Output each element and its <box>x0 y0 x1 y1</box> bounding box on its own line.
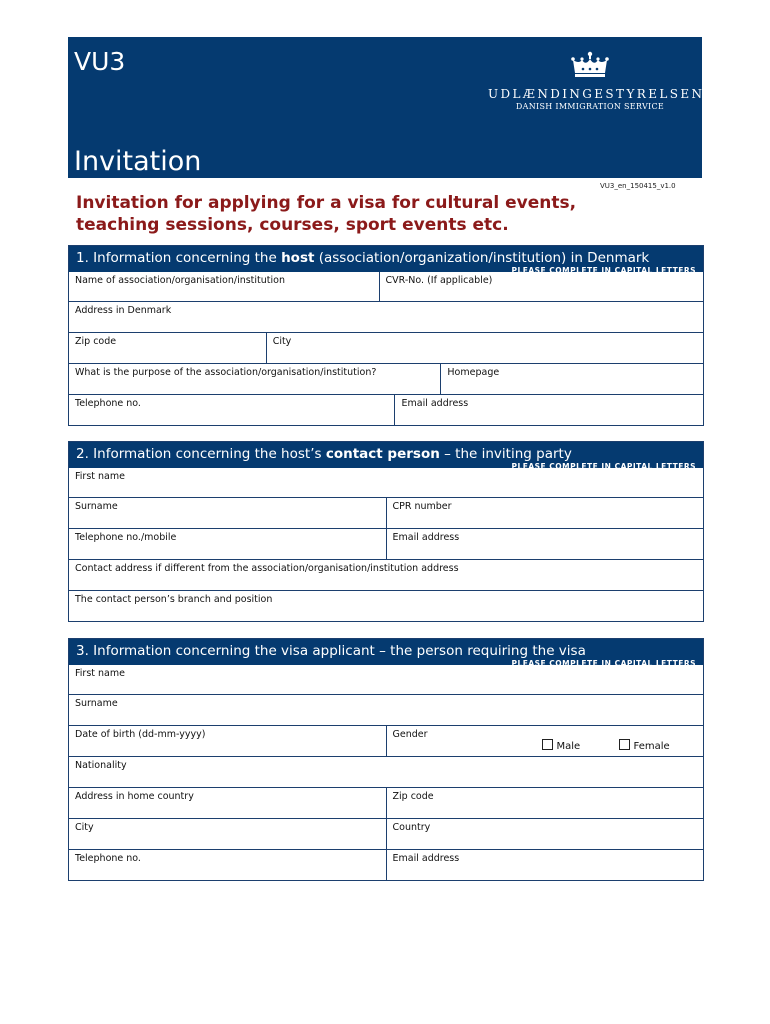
section-title-emphasis: host <box>281 250 315 266</box>
field-telephone-no-mobile[interactable] <box>69 529 386 559</box>
field-label: Telephone no. <box>75 853 141 864</box>
field-first-name[interactable] <box>69 468 703 497</box>
form-row <box>69 818 703 849</box>
field-city[interactable] <box>266 333 703 363</box>
form-row <box>69 497 703 528</box>
field-zip-code[interactable] <box>386 788 704 818</box>
section-header <box>69 246 703 275</box>
field-what-is-the-purpose-of-the-association-o[interactable] <box>69 364 440 394</box>
capital-letters-note: PLEASE COMPLETE IN CAPITAL LETTERS <box>511 266 696 275</box>
capital-letters-note: PLEASE COMPLETE IN CAPITAL LETTERS <box>511 462 696 471</box>
section-title-text: 2. Information concerning the host’s <box>76 446 326 462</box>
section-header <box>69 442 703 471</box>
gender-option-label: Male <box>556 741 581 752</box>
agency-logo <box>488 87 705 111</box>
form-row <box>69 394 703 425</box>
agency-name: UDLÆNDINGESTYRELSEN <box>488 87 705 101</box>
field-gender[interactable] <box>386 726 704 756</box>
form-row <box>69 756 703 787</box>
checkbox-male[interactable] <box>542 739 553 750</box>
field-label: Gender <box>392 729 428 740</box>
form-header <box>68 37 705 178</box>
field-label: CVR-No. (If applicable) <box>385 275 493 286</box>
field-label: First name <box>75 668 125 679</box>
form-row <box>69 468 703 497</box>
section-title-text: 1. Information concerning the <box>76 250 282 266</box>
field-label: Contact address if different from the association/organisation/institution address <box>75 563 459 574</box>
form-code: VU3 <box>74 47 126 76</box>
field-label: Surname <box>75 698 118 709</box>
agency-subtitle: DANISH IMMIGRATION SERVICE <box>515 102 665 111</box>
form-row <box>69 849 703 880</box>
field-label: Address in Denmark <box>75 305 172 316</box>
page-title: Invitation <box>74 146 202 177</box>
field-label: Zip code <box>392 791 434 802</box>
document-title: Invitation for applying for a visa for cultural events, teaching sessions, courses, sport events etc. <box>76 193 577 235</box>
field-label: Zip code <box>75 336 117 347</box>
field-label: Name of association/organisation/institution <box>75 275 285 286</box>
crown-icon <box>571 51 609 79</box>
form-row <box>69 665 703 694</box>
form-section-2 <box>68 441 704 622</box>
field-surname[interactable] <box>69 498 386 528</box>
field-nationality[interactable] <box>69 757 703 787</box>
form-section-1 <box>68 245 704 426</box>
form-row <box>69 725 703 756</box>
field-cvr-no-if-applicable[interactable] <box>379 272 703 301</box>
form-row <box>69 363 703 394</box>
field-label: Surname <box>75 501 118 512</box>
field-address-in-denmark[interactable] <box>69 302 703 332</box>
field-label: First name <box>75 471 125 482</box>
gender-option-female[interactable] <box>619 739 670 752</box>
field-label: CPR number <box>392 501 452 512</box>
field-name-of-association-organisation-institu[interactable] <box>69 272 379 301</box>
field-label: City <box>272 336 292 347</box>
form-row <box>69 528 703 559</box>
field-label: Telephone no./mobile <box>75 532 177 543</box>
gender-option-label: Female <box>633 741 670 752</box>
form-row <box>69 332 703 363</box>
field-telephone-no[interactable] <box>69 850 386 880</box>
field-label: Telephone no. <box>75 398 141 409</box>
field-label: Date of birth (dd-mm-yyyy) <box>75 729 206 740</box>
field-label: Country <box>392 822 431 833</box>
field-label: City <box>75 822 94 833</box>
field-label: Nationality <box>75 760 127 771</box>
field-zip-code[interactable] <box>69 333 266 363</box>
section-header <box>69 639 703 668</box>
field-label: Email address <box>392 853 460 864</box>
field-label: Address in home country <box>75 791 194 802</box>
form-row <box>69 787 703 818</box>
field-email-address[interactable] <box>394 395 703 425</box>
field-label: Email address <box>392 532 460 543</box>
capital-letters-note: PLEASE COMPLETE IN CAPITAL LETTERS <box>511 659 696 668</box>
field-label: What is the purpose of the association/organisation/institution? <box>75 367 377 378</box>
field-label: The contact person’s branch and position <box>75 594 273 605</box>
field-first-name[interactable] <box>69 665 703 694</box>
form-row <box>69 559 703 590</box>
field-date-of-birth-dd-mm-yyyy[interactable] <box>69 726 386 756</box>
form-section-3 <box>68 638 704 881</box>
form-row <box>69 301 703 332</box>
form-row <box>69 590 703 621</box>
gender-option-male[interactable] <box>542 739 581 752</box>
field-homepage[interactable] <box>440 364 703 394</box>
field-label: Homepage <box>447 367 500 378</box>
field-contact-address-if-different-from-the-as[interactable] <box>69 560 703 590</box>
section-title-text: – the inviting party <box>439 446 572 462</box>
field-the-contact-person-s-branch-and-position[interactable] <box>69 591 703 621</box>
section-title <box>76 250 649 266</box>
field-telephone-no[interactable] <box>69 395 394 425</box>
field-cpr-number[interactable] <box>386 498 704 528</box>
form-row <box>69 272 703 301</box>
section-title-emphasis: contact person <box>325 446 440 462</box>
field-email-address[interactable] <box>386 529 704 559</box>
field-label: Email address <box>401 398 469 409</box>
section-title-text: (association/organization/institution) in Denmark <box>314 250 650 266</box>
field-email-address[interactable] <box>386 850 704 880</box>
section-title-text: 3. Information concerning the visa applicant – the person requiring the visa <box>76 643 586 659</box>
field-country[interactable] <box>386 819 704 849</box>
field-city[interactable] <box>69 819 386 849</box>
form-version: VU3_en_150415_v1.0 <box>600 182 676 190</box>
section-title <box>76 643 586 659</box>
section-title <box>76 446 572 462</box>
checkbox-female[interactable] <box>619 739 630 750</box>
field-address-in-home-country[interactable] <box>69 788 386 818</box>
field-surname[interactable] <box>69 695 703 725</box>
form-row <box>69 694 703 725</box>
